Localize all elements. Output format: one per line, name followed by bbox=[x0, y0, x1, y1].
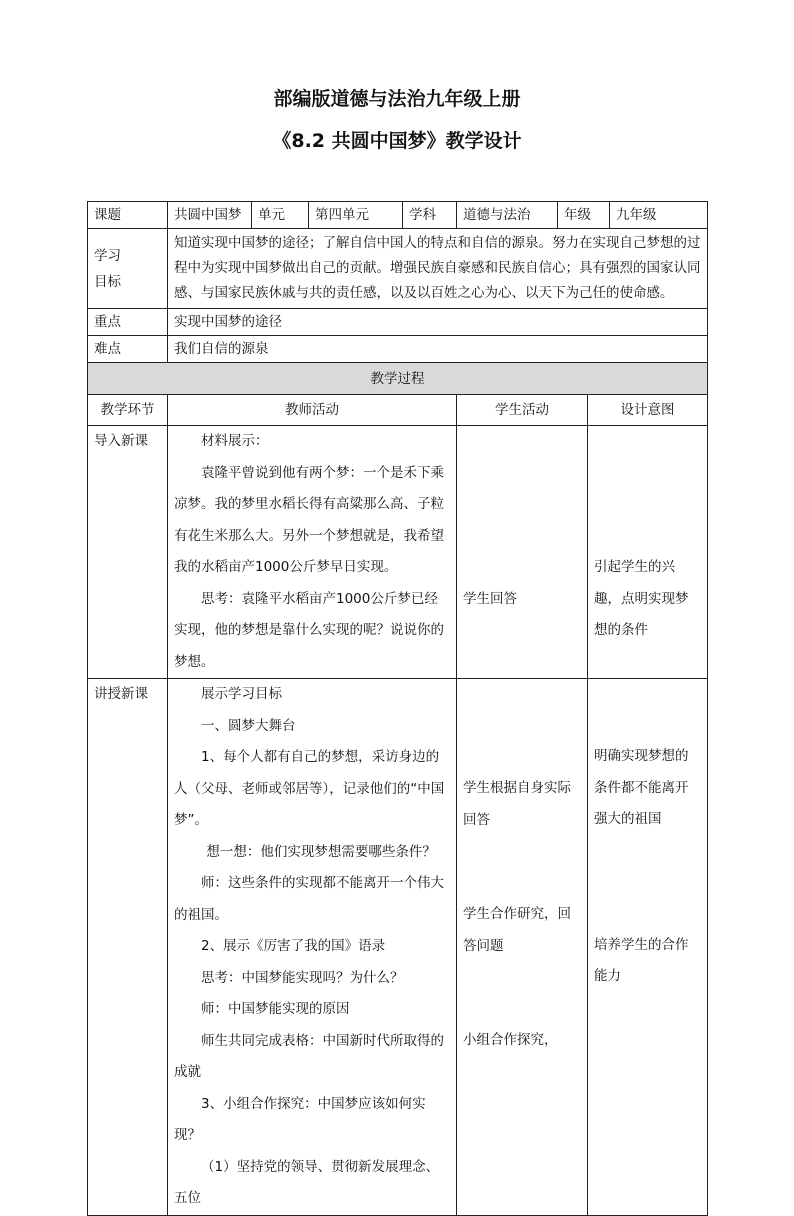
lecture-design-intent: 明确实现梦想的条件都不能离开强大的祖国 培养学生的合作能力 bbox=[588, 679, 708, 1216]
document-title: 部编版道德与法治九年级上册 bbox=[273, 88, 521, 110]
lecture-teacher-activity: 展示学习目标 一、圆梦大舞台 1、每个人都有自己的梦想，采访身边的人（父母、老师或邻居等），记录他们的“中国梦”。 想一想：他们实现梦想需要哪些条件？ 师：这些条件的实现都不能离开一个伟大的祖国。 2、展示《厉害了我的国》语录 思考：中国梦能实现吗？为什么？ 师：中国梦能实现的原因 师生共同完成表格：中国新时代所取得的成就 3、小组合作探究：中国梦应该如何实现？ （1）坚持党的领导、贯彻新发展理念、五位 bbox=[168, 679, 457, 1216]
unit-label: 单元 bbox=[252, 202, 309, 229]
lesson-plan-table bbox=[87, 201, 708, 1216]
goals-text: 知道实现中国梦的途径；了解自信中国人的特点和自信的源泉。努力在实现自己梦想的过程中为实现中国梦做出自己的贡献。增强民族自豪感和民族自信心；具有强烈的国家认同感、与国家民族休戚与共的责任感，以及以百姓之心为心、以天下为己任的使命感。 bbox=[168, 229, 708, 309]
grade-label: 年级 bbox=[558, 202, 610, 229]
col-intent-header: 设计意图 bbox=[588, 395, 708, 426]
intro-student-activity: 学生回答 bbox=[457, 426, 588, 679]
intro-teacher-activity: 材料展示： 袁隆平曾说到他有两个梦：一个是禾下乘凉梦。我的梦里水稻长得有高粱那么高、子粒有花生米那么大。另外一个梦想就是，我希望我的水稻亩产1000公斤梦早日实现。 思考：袁隆平水稻亩产1000公斤梦已经实现，他的梦想是靠什么实现的呢？说说你的梦想。 bbox=[168, 426, 457, 679]
unit-value: 第四单元 bbox=[309, 202, 403, 229]
grade-value: 九年级 bbox=[610, 202, 708, 229]
course-value: 共圆中国梦 bbox=[168, 202, 252, 229]
focus-label: 重点 bbox=[88, 309, 168, 336]
subject-value: 道德与法治 bbox=[457, 202, 558, 229]
difficulty-label: 难点 bbox=[88, 336, 168, 363]
course-label: 课题 bbox=[88, 202, 168, 229]
intro-design-intent: 引起学生的兴趣，点明实现梦想的条件 bbox=[588, 426, 708, 679]
focus-value: 实现中国梦的途径 bbox=[168, 309, 708, 336]
difficulty-value: 我们自信的源泉 bbox=[168, 336, 708, 363]
subject-label: 学科 bbox=[403, 202, 457, 229]
document-subtitle: 《8.2 共圆中国梦》教学设计 bbox=[272, 130, 522, 152]
col-student-header: 学生活动 bbox=[457, 395, 588, 426]
lecture-student-activity: 学生根据自身实际回答 学生合作研究，回答问题 小组合作探究， bbox=[457, 679, 588, 1216]
col-teacher-header: 教师活动 bbox=[168, 395, 457, 426]
process-title: 教学过程 bbox=[88, 363, 708, 395]
col-stage-header: 教学环节 bbox=[88, 395, 168, 426]
intro-stage: 导入新课 bbox=[88, 426, 168, 679]
lecture-stage: 讲授新课 bbox=[88, 679, 168, 1216]
goals-label: 学习 目标 bbox=[88, 229, 168, 309]
